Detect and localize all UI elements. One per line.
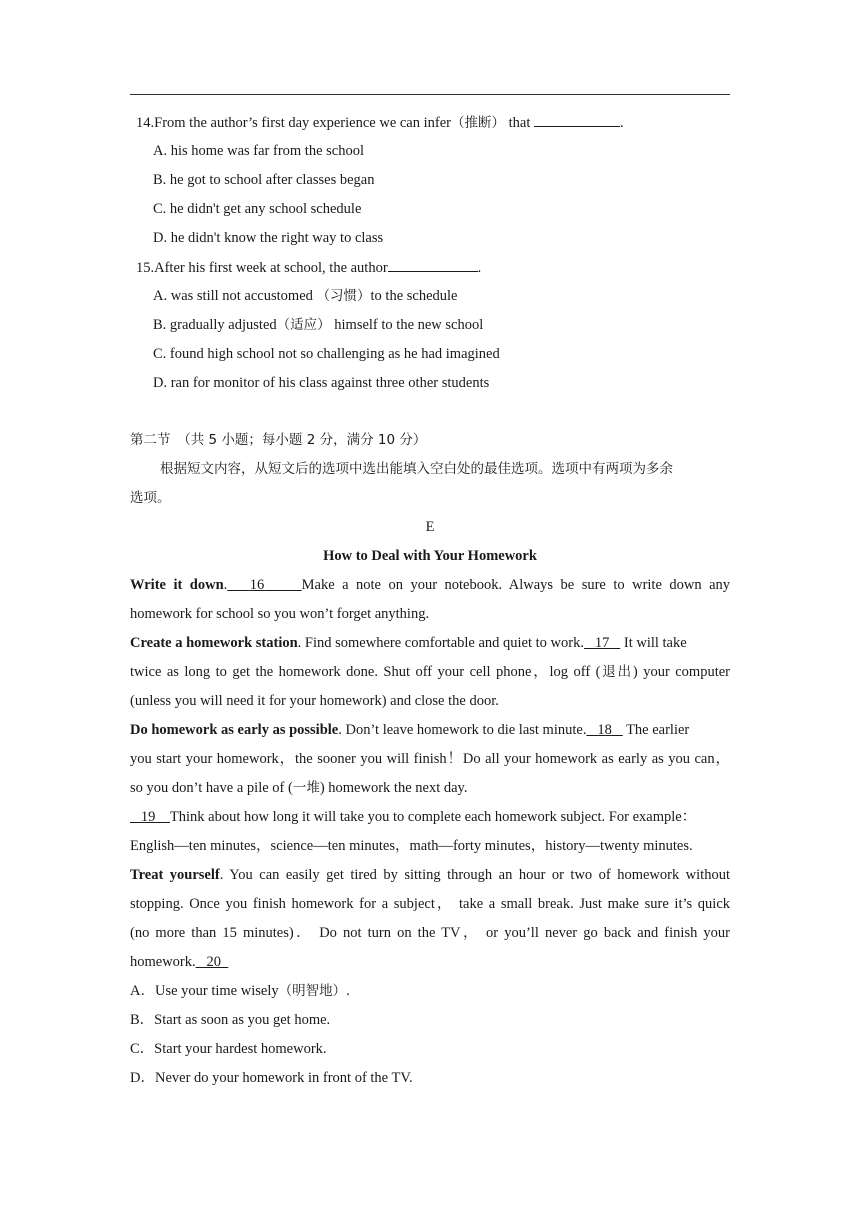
choice-a: A．Use your time wisely（明智地）. <box>130 983 350 999</box>
choice-c: C．Start your hardest homework. <box>130 1041 327 1057</box>
paragraph-2-line2: twice as long to get the homework done. Shut off your cell phone，log off (退出) your computer <box>130 664 730 680</box>
question-14-stem: 14.From the author’s first day experience we can infer（推断） that . <box>136 112 624 133</box>
paragraph-3-line3: so you don’t have a pile of (一堆) homework the next day. <box>130 780 468 796</box>
paragraph-5-line1: Treat yourself. You can easily get tired by sitting through an hour or two of homework without <box>130 867 730 883</box>
blank-17[interactable]: 17 <box>594 635 610 651</box>
blank-18[interactable]: 18 <box>597 722 612 738</box>
paragraph-5-line4: homework. 20 <box>130 952 228 972</box>
paragraph-1-line2: homework for school so you won’t forget anything. <box>130 606 430 622</box>
section-heading: 第二节 （共 5 小题；每小题 2 分，满分 10 分） <box>130 432 427 448</box>
blank-20[interactable]: 20 <box>206 954 222 970</box>
question-15-option-a: A. was still not accustomed （习惯）to the schedule <box>153 288 458 304</box>
blank-16[interactable]: 16 <box>249 577 265 593</box>
paragraph-3-line1: Do homework as early as possible. Don’t leave homework to die last minute. 18 The earlier <box>130 722 690 738</box>
header-rule <box>130 94 730 95</box>
choice-b: B．Start as soon as you get home. <box>130 1012 331 1028</box>
paragraph-2-line3: (unless you will need it for your homework) and close the door. <box>130 693 499 709</box>
question-15-option-b: B. gradually adjusted（适应） himself to the new school <box>153 317 484 333</box>
passage-title: How to Deal with Your Homework <box>323 548 537 564</box>
paragraph-3-line2: you start your homework，the sooner you will finish！Do all your homework as early as you can， <box>130 751 730 767</box>
paragraph-5-line2: stopping. Once you finish homework for a subject， take a small break. Just make sure it’s quick <box>130 896 730 912</box>
question-14-option-c: C. he didn't get any school schedule <box>153 201 362 217</box>
section-instructions-line1: 根据短文内容，从短文后的选项中选出能填入空白处的最佳选项。选项中有两项为多余 <box>160 461 673 477</box>
paragraph-1-line1: Write it down. 16 Make a note on your notebook. Always be sure to write down any <box>130 577 731 593</box>
question-14-option-d: D. he didn't know the right way to class <box>153 230 384 246</box>
paragraph-5-line3: (no more than 15 minutes)． Do not turn on the TV， or you’ll never go back and finish your <box>130 925 730 941</box>
blank-19[interactable]: 19 <box>140 809 156 825</box>
answer-blank-14[interactable] <box>534 112 620 127</box>
paragraph-4-line1: 19 Think about how long it will take you to complete each homework subject. For example： <box>130 807 696 827</box>
question-15-stem: 15.After his first week at school, the author . <box>136 257 481 278</box>
paragraph-2-line1: Create a homework station. Find somewhere comfortable and quiet to work. 17 It will take <box>130 635 687 651</box>
question-15-option-c: C. found high school not so challenging as he had imagined <box>153 346 500 362</box>
section-instructions-line2: 选项。 <box>130 490 171 506</box>
passage-letter: E <box>425 519 435 535</box>
question-15-option-d: D. ran for monitor of his class against three other students <box>153 375 490 391</box>
question-14-option-a: A. his home was far from the school <box>153 143 365 159</box>
question-14-option-b: B. he got to school after classes began <box>153 172 375 188</box>
answer-blank-15[interactable] <box>388 257 478 272</box>
choice-d: D．Never do your homework in front of the TV. <box>130 1070 413 1086</box>
paragraph-4-line2: English—ten minutes，science—ten minutes，math—forty minutes，history—twenty minutes. <box>130 838 693 854</box>
